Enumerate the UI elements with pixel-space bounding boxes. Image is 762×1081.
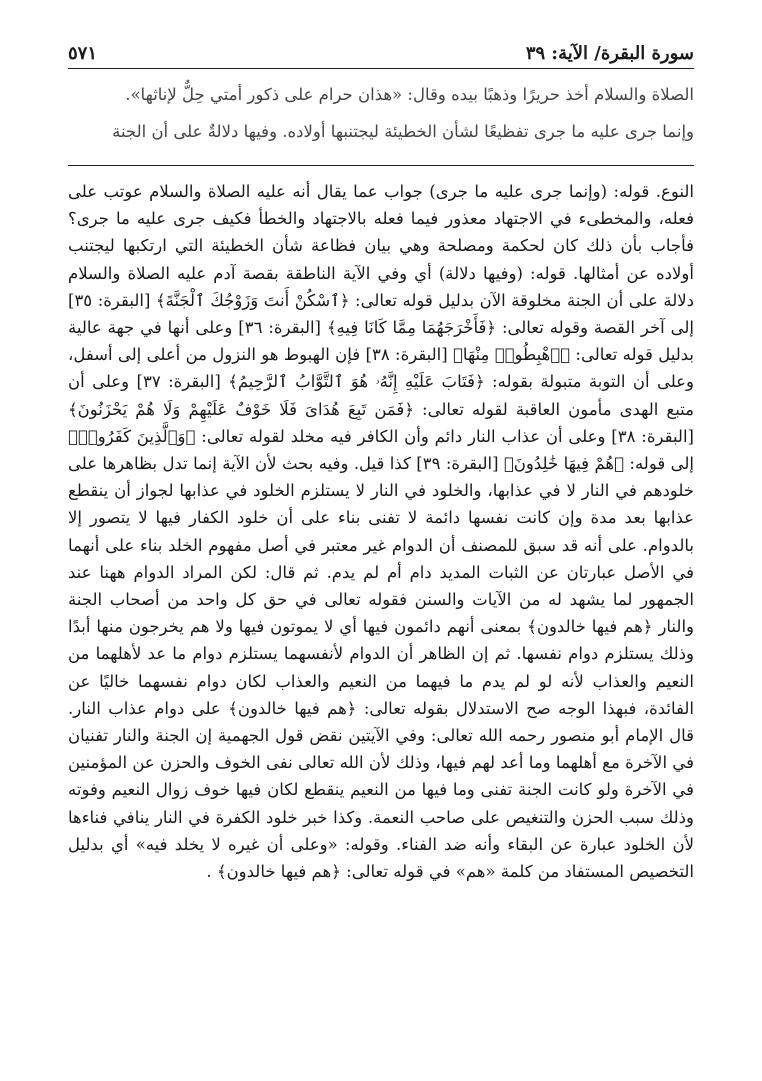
page-number: ٥٧١ [68,43,98,64]
main-text [68,76,694,150]
commentary-paragraph: النوع. قوله: (وإنما جرى عليه ما جرى) جواب عما يقال أنه عليه الصلاة والسلام عوتب على فعله، والمخطىء في الاجتهاد معذور فيما فعله بالاجتهاد والخطأ فكيف جرى عليه ما جرى؟ فأجاب بأن ذلك كان لحكمة ومصلحة وهي بيان فظاعة شأن الخطيئة التي ارتكبها ليجتنب أولاده عن أمثالها. قوله: (وفيها دلالة) أي وفي الآية الناطقة بقصة آدم عليه الصلاة والسلام دلالة على أن الجنة مخلوقة الآن بدليل قوله تعالى: ﴿ٱسْكُنْ أَنتَ وَزَوْجُكَ ٱلْجَنَّةَ﴾ [البقرة: ٣٥] إلى آخر القصة وقوله تعالى: ﴿فَأَخْرَجَهُمَا مِمَّا كَانَا فِيهِ﴾ [البقرة: ٣٦] وعلى أنها في جهة عالية بدليل قوله تعالى: ﴿ٱهْبِطُوا۟ مِنْهَا﴾ [البقرة: ٣٨] فإن الهبوط هو النزول من أعلى إلى أسفل، وعلى أن التوبة متبولة بقوله: ﴿فَتَابَ عَلَيْهِ إِنَّهُۥ هُوَ ٱلتَّوَّابُ ٱلرَّحِيمُ﴾ [البقرة: ٣٧] وعلى أن متبع الهدى مأمون العاقبة لقوله تعالى: ﴿فَمَن تَبِعَ هُدَاىَ فَلَا خَوْفٌ عَلَيْهِمْ وَلَا هُمْ يَحْزَنُونَ﴾ [البقرة: ٣٨] وعلى أن عذاب النار دائم وأن الكافر فيه مخلد لقوله تعالى: ﴿وَٱلَّذِينَ كَفَرُوا۟﴾ إلى قوله: ﴿هُمْ فِيهَا خَٰلِدُونَ﴾ [البقرة: ٣٩] كذا قيل. وفيه بحث لأن الآية إنما تدل بظاهرها على خلودهم في النار لا في عذابها، والخلود في النار لا يستلزم الخلود في عذابها لجواز أن ينقطع عذابها بعد مدة وإن كانت نفسها دائمة لا تفنى بناء على أن خلود الكفار فيها لا يتصور إلا بالدوام. على أنه قد سبق للمصنف أن الدوام غير معتبر في أصل مفهوم الخلد بناء على أنهما في الأصل عبارتان عن الثبات المديد دام أم لم يدم. ثم قال: لكن المراد الدوام ههنا عند الجمهور لما يشهد له من الآيات والسنن فقوله تعالى في حق كل واحد من أصحاب الجنة والنار ﴿هم فيها خالدون﴾ بمعنى أنهم دائمون فيها أي لا يموتون فيها ولا هم يخرجون منها أبدًا وذلك يستلزم دوام نفسها. ثم إن الظاهر أن الدوام لأنفسهما يستلزم دوام ما عد لأهلهما من النعيم والعذاب لأنه لو لم يدم ما فيهما من النعيم والعذاب لكان دوام نفسهما خاليًا عن الفائدة، فبهذا الوجه صح الاستدلال بقوله تعالى: ﴿هم فيها خالدون﴾ على دوام عذاب النار. قال الإمام أبو منصور رحمه الله تعالى: وفي الآيتين نقض قول الجهمية إن الجنة والنار تفنيان في الآخرة مع أهلهما وما أعد لهم فيها، وذلك لأن الله تعالى نفى الخوف والحزن عن المؤمنين في الآخرة ولو كانت الجنة تفنى وما فيها من النعيم ينقطع لكان فيها خوف زوال النعيم وفوته وذلك سبب الحزن والتنغيص على صاحب النعمة. وكذا خبر خلود الكفرة في النار ينافي فناءها لأن الخلود عبارة عن البقاء وأنه ضد الفناء. وقوله: «وعلى أن غيره لا يخلد فيه» أي بدليل التخصيص المستفاد من كلمة «هم» في قوله تعالى: ﴿هم فيها خالدون﴾ . [68,182,694,882]
page-header [68,30,694,69]
commentary-text [68,178,694,885]
main-text-line-2: وإنما جرى عليه ما جرى تفظيعًا لشأن الخطيئة ليجتنبها أولاده. وفيها دلالةٌ على أن الجنة [112,122,694,141]
surah-verse-title: سورة البقرة/ الآية: ٣٩ [525,43,694,64]
separator-rule [68,165,694,166]
main-text-line-1: الصلاة والسلام أخذ حريرًا وذهبًا بيده وقال: «هذان حرام على ذكور أمتي حِلٌّ لإناثها». [125,85,694,104]
